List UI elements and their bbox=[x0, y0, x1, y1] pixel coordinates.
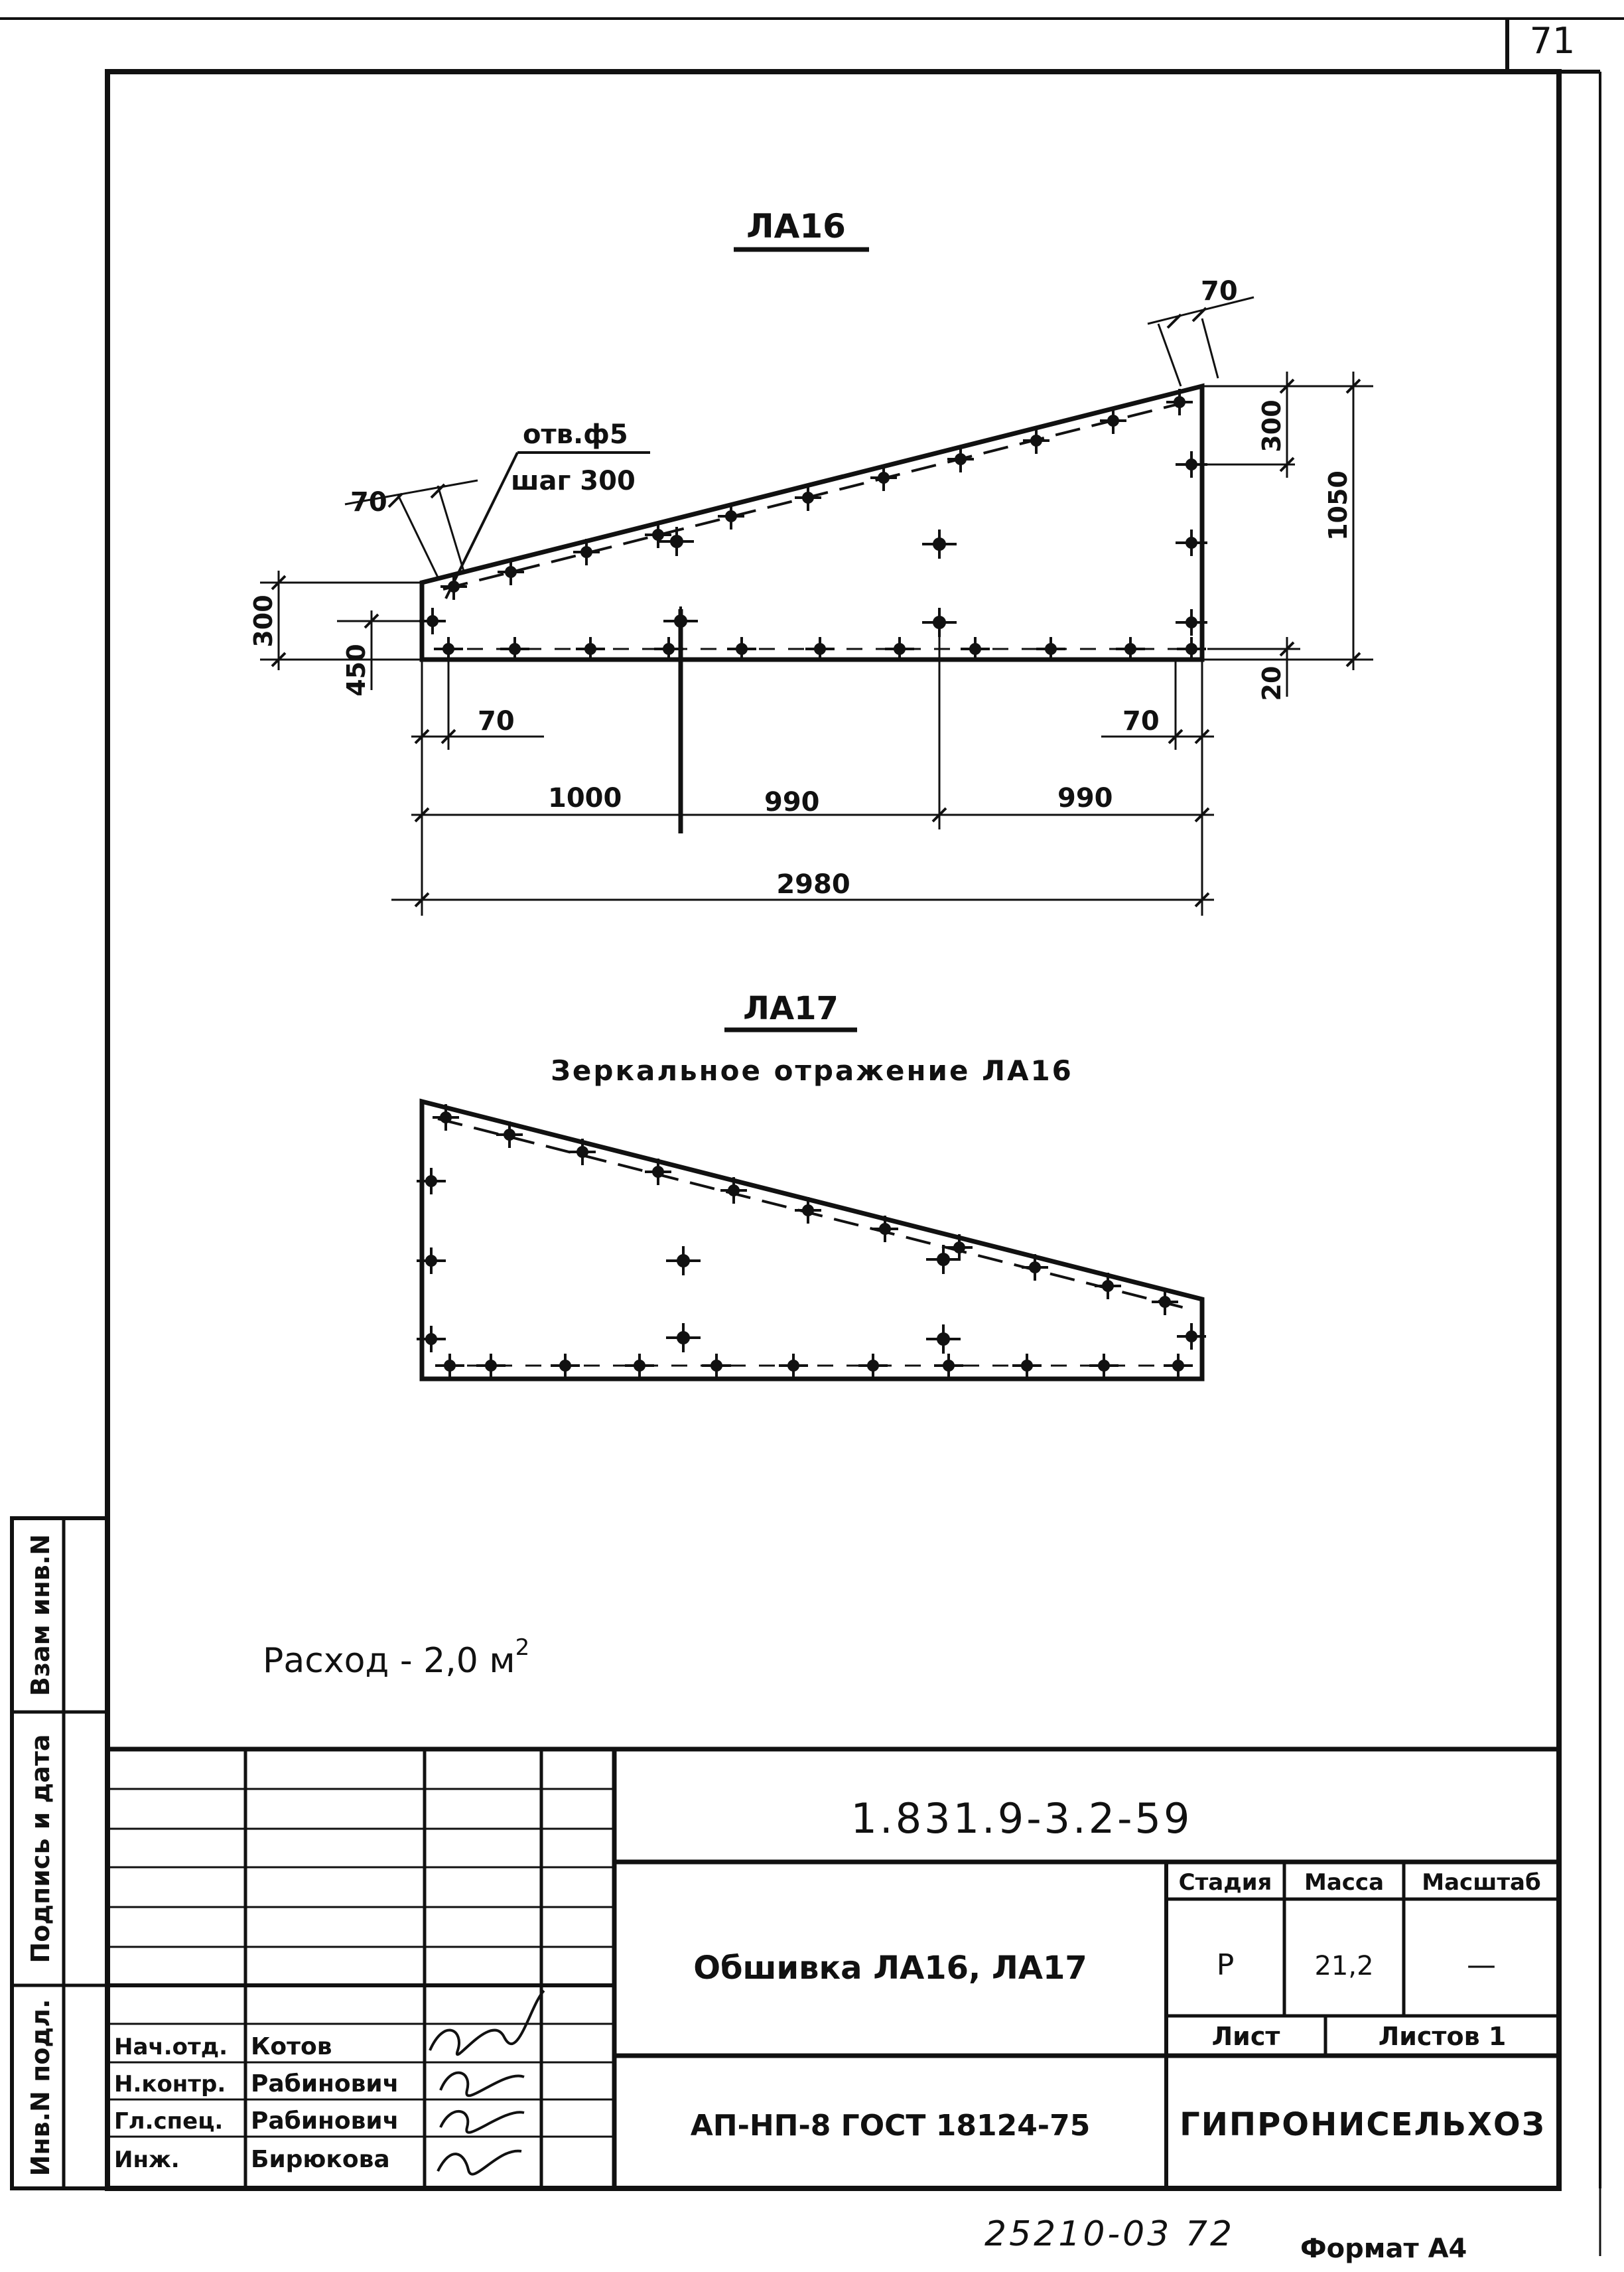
archive-stamp: 25210-03 72 bbox=[984, 2214, 1235, 2254]
la17-title: ЛА17 bbox=[743, 990, 839, 1027]
header-stage: Стадия bbox=[1178, 1869, 1272, 1896]
dim-span-990-a: 990 bbox=[764, 787, 820, 817]
sig-role-2: Н.контр. bbox=[114, 2071, 226, 2097]
side-col-signature-date: Подпись и дата bbox=[26, 1734, 55, 1963]
la17-outline bbox=[422, 1101, 1202, 1379]
organization: ГИПРОНИСЕЛЬХОЗ bbox=[1180, 2106, 1546, 2143]
la16-dimensions bbox=[260, 297, 1373, 916]
sheet-label: Лист bbox=[1211, 2022, 1280, 2051]
sig-role-3: Гл.спец. bbox=[114, 2108, 224, 2135]
sig-role-1: Нач.отд. bbox=[114, 2034, 228, 2060]
sig-name-4: Бирюкова bbox=[251, 2146, 390, 2173]
sig-role-4: Инж. bbox=[114, 2147, 180, 2173]
dim-span-990-b: 990 bbox=[1057, 783, 1113, 814]
consumption-superscript: 2 bbox=[515, 1634, 530, 1661]
sig-name-1: Котов bbox=[251, 2033, 332, 2060]
document-code: 1.831.9-3.2-59 bbox=[850, 1794, 1193, 1843]
la17-drawing bbox=[417, 990, 1206, 1379]
dim-left-70: 70 bbox=[350, 487, 387, 518]
dim-total-2980: 2980 bbox=[776, 869, 850, 900]
la16-title: ЛА16 bbox=[746, 207, 846, 246]
signature-rows bbox=[114, 2033, 399, 2173]
dim-left-300: 300 bbox=[249, 595, 278, 648]
dim-top-right-70: 70 bbox=[1201, 276, 1238, 307]
dim-left-450: 450 bbox=[342, 644, 371, 697]
side-col-original-inv: Инв.N подл. bbox=[26, 1999, 55, 2176]
dim-overall-1050: 1050 bbox=[1323, 470, 1353, 541]
format-label: Формат А4 bbox=[1300, 2234, 1467, 2264]
dim-bottom-right-70: 70 bbox=[1122, 706, 1160, 737]
header-mass: Масса bbox=[1304, 1869, 1385, 1896]
side-col-replace-inv: Взам инв.N bbox=[26, 1533, 55, 1697]
la16-note-holes: отв.ф5 bbox=[523, 419, 628, 450]
la17-holes bbox=[417, 1104, 1206, 1378]
dim-bottom-left-70: 70 bbox=[478, 706, 515, 737]
signature-scribbles bbox=[430, 1991, 544, 2174]
la16-drawing bbox=[249, 207, 1373, 916]
la17-subtitle: Зеркальное отражение ЛА16 bbox=[551, 1054, 1073, 1087]
page-number: 71 bbox=[1529, 20, 1576, 62]
sheet-frame bbox=[0, 19, 1624, 2256]
material-spec: АП-НП-8 ГОСТ 18124-75 bbox=[690, 2109, 1091, 2143]
item-name: Обшивка ЛА16, ЛА17 bbox=[693, 1950, 1087, 1987]
value-scale: — bbox=[1467, 1948, 1496, 1982]
sig-name-2: Рабинович bbox=[251, 2070, 399, 2097]
value-stage: Р bbox=[1216, 1948, 1235, 1982]
consumption-label: Расход - 2,0 м bbox=[263, 1641, 515, 1681]
dim-right-300: 300 bbox=[1257, 399, 1286, 453]
header-scale: Масштаб bbox=[1422, 1869, 1541, 1896]
dim-right-20: 20 bbox=[1257, 666, 1286, 701]
sig-name-3: Рабинович bbox=[251, 2107, 399, 2135]
la16-note-step: шаг 300 bbox=[511, 466, 636, 496]
dim-span-1000: 1000 bbox=[548, 783, 622, 814]
value-mass: 21,2 bbox=[1314, 1951, 1374, 1981]
sheets-label: Листов 1 bbox=[1378, 2022, 1507, 2051]
consumption-note bbox=[263, 1634, 529, 1681]
